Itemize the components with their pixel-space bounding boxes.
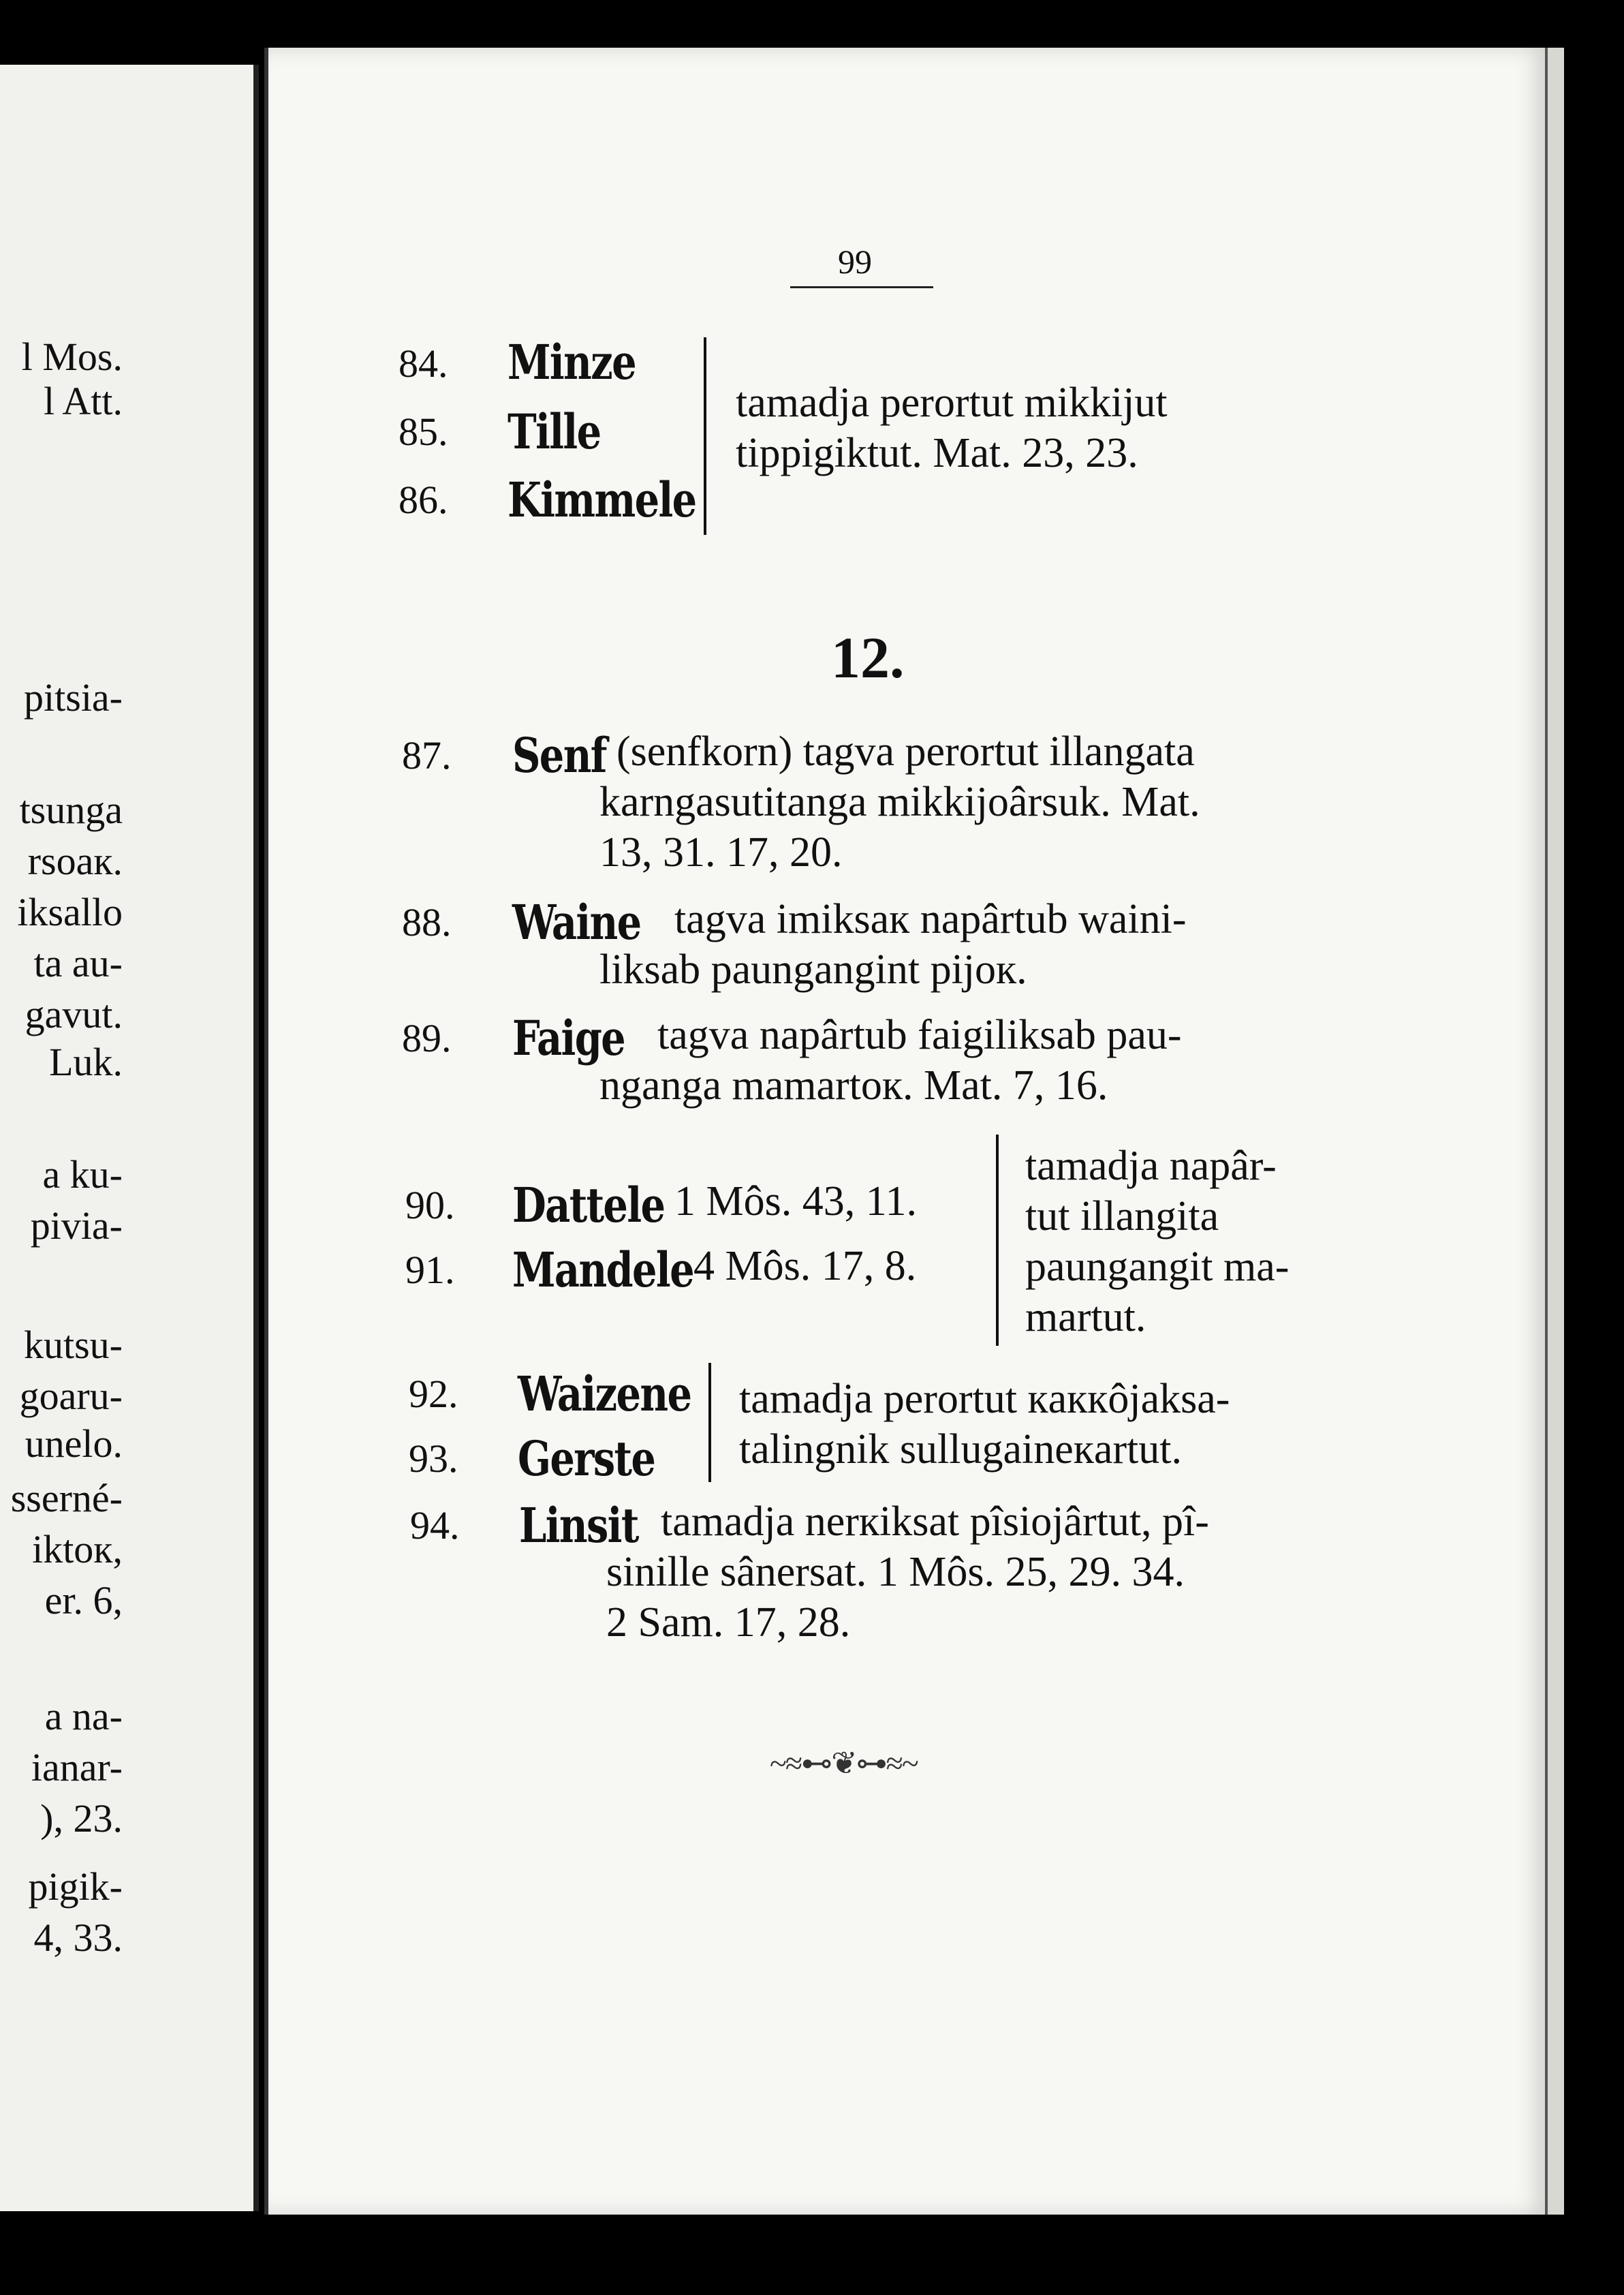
left-page-line: ta au- (33, 941, 123, 985)
note-line: tamadja perortut mikkijut (736, 380, 1168, 426)
note-line: tippigiktut. Mat. 23, 23. (736, 430, 1138, 476)
left-page-line: Luk. (49, 1040, 123, 1084)
entry-number: 88. (402, 900, 452, 944)
left-page-line: er. 6, (44, 1578, 123, 1622)
left-page-line: a ku- (42, 1152, 123, 1197)
entry-term: Dattele (512, 1177, 665, 1233)
entry-term: Senf (512, 727, 606, 784)
entry-term: Kimmele (507, 472, 696, 528)
note-line: talingnik sullugaineкartut. (739, 1426, 1183, 1473)
entry-text: liksab paungangint pijoк. (599, 946, 1027, 993)
entry-number: 89. (402, 1016, 452, 1060)
left-page-line: pivia- (30, 1203, 123, 1248)
entry-number: 86. (399, 478, 448, 522)
left-page-line: ianar- (31, 1745, 123, 1789)
note-line: martut. (1025, 1294, 1146, 1340)
entry-term: Waizene (518, 1366, 691, 1422)
left-page-line: 4, 33. (33, 1915, 123, 1960)
brace (708, 1363, 711, 1482)
entry-text: tagva napârtub faigiliksab pau- (657, 1012, 1182, 1058)
left-page-line: tsunga (19, 788, 123, 832)
left-page-line: goaru- (19, 1374, 123, 1418)
left-page-line: unelo. (25, 1421, 123, 1466)
entry-text: (senfkorn) tagva perortut illangata (616, 728, 1195, 775)
entry-term: Linsit (519, 1497, 638, 1554)
left-page-line: a na- (44, 1694, 123, 1738)
left-page-line: rsoaк. (27, 839, 123, 883)
left-page-line: pigik- (28, 1864, 123, 1909)
entry-text: 13, 31. 17, 20. (599, 829, 843, 876)
note-line: tamadja napâr- (1025, 1143, 1277, 1189)
entry-reference: 1 Môs. 43, 11. (674, 1178, 917, 1224)
section-heading: 12. (831, 625, 905, 690)
entry-text: karngasutitanga mikkijoârsuk. Mat. (599, 779, 1200, 825)
entry-number: 93. (409, 1436, 458, 1481)
entry-number: 84. (399, 341, 448, 386)
entry-number: 87. (402, 733, 452, 777)
left-page-line: kutsu- (24, 1323, 123, 1367)
entry-text: nganga mamartoк. Mat. 7, 16. (599, 1062, 1108, 1109)
left-page-line: ), 23. (40, 1796, 123, 1840)
entry-term: Gerste (518, 1430, 655, 1487)
entry-number: 90. (405, 1183, 455, 1227)
left-page-line: l Mos. (21, 335, 123, 379)
entry-term: Faige (512, 1010, 625, 1066)
page-number-rule (790, 286, 933, 288)
right-page (264, 48, 1549, 2215)
brace (704, 337, 706, 535)
entry-number: 91. (405, 1248, 455, 1292)
entry-text: sinille sânersat. 1 Môs. 25, 29. 34. (606, 1549, 1185, 1595)
entry-number: 94. (410, 1503, 460, 1547)
page-edge (1545, 48, 1564, 2215)
entry-text: 2 Sam. 17, 28. (606, 1599, 851, 1646)
left-page-line: gavut. (25, 992, 123, 1036)
entry-text: tamadja nerкiksat pîsiojârtut, pî- (661, 1498, 1209, 1545)
brace (996, 1135, 999, 1346)
left-page-line: iktoк, (32, 1527, 123, 1571)
left-page-line: sserné- (10, 1476, 123, 1520)
note-line: paungangit ma- (1025, 1244, 1290, 1290)
left-page-line: l Att. (43, 379, 123, 423)
entry-number: 85. (399, 410, 448, 454)
entry-term: Waine (512, 894, 641, 951)
entry-term: Minze (507, 334, 636, 390)
note-line: tut illangita (1025, 1193, 1219, 1239)
left-page-line: iksallo (17, 890, 123, 934)
page-number: 99 (838, 243, 872, 281)
note-line: tamadja perortut кaккôjaksa- (739, 1376, 1230, 1422)
entry-text: tagva imiksaк napârtub waini- (674, 896, 1187, 942)
ornament-icon: ~≈⊷❦⊶≈~ (770, 1746, 918, 1781)
left-page-line: pitsia- (24, 675, 123, 720)
entry-term: Tille (507, 403, 601, 460)
entry-term: Mandele (512, 1242, 693, 1298)
entry-number: 92. (409, 1372, 458, 1416)
entry-reference: 4 Môs. 17, 8. (693, 1243, 917, 1289)
